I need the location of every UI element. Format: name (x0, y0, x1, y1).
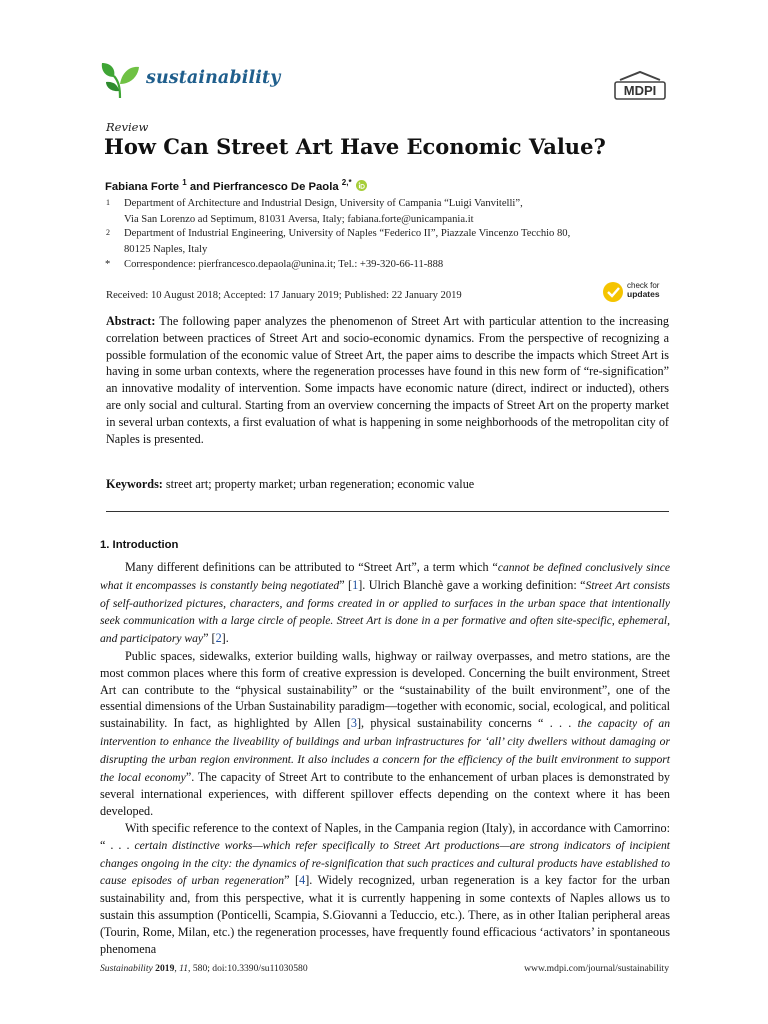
correspondence (105, 257, 670, 273)
author-sup: 2,* (341, 178, 352, 187)
quote: Street Art consists of self-authorized pictures, characters, and forms created in or applied to surfaces in the urban space that intentionally seek communication with a large circle of people. Street Art is done in a per formative and often site-specific, ephemeral, and participatory way (100, 578, 671, 646)
author-list (105, 178, 367, 193)
leaf-logo-icon (100, 58, 140, 100)
citation-link[interactable]: 3 (350, 716, 357, 731)
orcid-icon[interactable] (356, 180, 367, 191)
paragraph: With specific reference to the context of Naples, in the Campania region (Italy), in accordance with Camorrino: “ . . . certain distinctive works—which refer specifically to Street Art productions—are strong indicators of incipient changes ongoing in the city: the dynamics of re-signification that such practices and cultural products have established to cause episodes of urban regeneration” [4]. Widely recognized, urban regeneration is a key factor for the urban sustainability and, from this perspective, what it is currently happening in some contexts of Naples allows us to sustain this assumption (Ponticelli, Scampia, S.Giovanni a Teduccio, etc.). There, as in other Italian peripheral areas (Tourin, Rome, Milan, etc.) the regeneration processes, have frequently found efficacious ‘activators’ in spontaneous phenomena (100, 820, 671, 956)
citation-link[interactable]: 4 (299, 873, 306, 888)
abstract-text: The following paper analyzes the phenomenon of Street Art with particular attention to the increasing correlation between practices of Street Art and socio-economic dynamics. From the perspective of recognizing a possible formulation of the economic value of Street Art, the paper aims to describe the impacts which Street Art is having in some urban contexts, where the regeneration processes have found in this new form of “re-signification” an innovative modality of intervention. Some impacts have economic nature (direct, indirect or inducted), others are only social and cultural. Starting from an overview concerning the impacts of Street Art on the property market in several urban contexts, a first evaluation of what is happening in some neighborhoods of the metropolitan city of Naples is presented. (106, 314, 670, 446)
footer-citation: Sustainability 2019, 11, 580; doi:10.3390/su11030580 (100, 963, 308, 974)
author-name[interactable]: Fabiana Forte (105, 180, 180, 193)
keywords-text: street art; property market; urban regeneration; economic value (165, 477, 475, 491)
correspondence-line: Correspondence: pierfrancesco.depaola@unina.it; Tel.: +39-320-66-11-888 (124, 259, 444, 270)
check-for-updates-badge[interactable] (602, 280, 672, 304)
quote: certain distinctive works—which refer specifically to Street Art productions—are strong indicators of incipient changes ongoing in the city: the dynamics of re-signification that such practices and cultural products have established to cause episodes of urban regeneration (100, 838, 670, 888)
author-name[interactable]: Pierfrancesco De Paola (213, 180, 339, 193)
affiliation-line: Department of Industrial Engineering, University of Naples “Federico II”, Piazzale Vincenzo Tecchio 80, (124, 228, 571, 239)
mdpi-logo-icon (612, 70, 668, 102)
footer-doi: , 580; doi:10.3390/su11030580 (188, 963, 308, 974)
paragraph: Many different definitions can be attributed to “Street Art”, a term which “cannot be defined conclusively since what it encompasses is constantly being negotiated” [1]. Ulrich Blanchè gave a working definition: “Street Art consists of self-authorized pictures, characters, and forms created in or applied to surfaces in the urban space that intentionally seek communication with a large circle of people. Street Art is done in a per formative and often site-specific, ephemeral, and participatory way” [2]. (100, 560, 671, 646)
affiliation-1 (106, 196, 670, 228)
journal-name: sustainability (146, 68, 281, 88)
abstract-label: Abstract: (106, 314, 156, 328)
quote: cannot be defined conclusively since what it encompasses is constantly being negotiated (100, 561, 670, 592)
publication-dates: Received: 10 August 2018; Accepted: 17 January 2019; Published: 22 January 2019 (106, 290, 462, 301)
footer-journal: Sustainability (100, 963, 153, 974)
mdpi-logo-text: MDPI (623, 83, 657, 98)
check-updates-text (627, 281, 660, 299)
authors-and: and (189, 180, 210, 193)
article-title: How Can Street Art Have Economic Value? (104, 134, 606, 159)
abstract (106, 313, 669, 447)
section-divider (106, 511, 669, 512)
affiliation-line: 80125 Naples, Italy (124, 244, 208, 255)
citation-link[interactable]: 1 (352, 577, 359, 592)
affiliation-line: Via San Lorenzo ad Septimum, 81031 Aversa, Italy; fabiana.forte@unicampania.it (124, 214, 474, 225)
section-heading: 1. Introduction (100, 539, 179, 551)
quote: the capacity of an intervention to enhance the liveability of buildings and urban infrastructures for ‘all’ city dwellers without damaging or disrupting the urban region environment. It also includes a concern for the efficiency of the built environment to support the local economy (100, 717, 670, 784)
footer-url[interactable]: www.mdpi.com/journal/sustainability (524, 963, 669, 974)
affiliation-2 (106, 226, 670, 258)
paragraph: Public spaces, sidewalks, exterior building walls, highway or railway overpasses, and metro stations, are the most common places where this form of creative expression is developed. Concerning the built environment, Street Art can contribute to the “physical sustainability” or the “sustainability of the built environment”, one of the essential dimensions of the Urban Sustainability paradigm—together with economic, social, ecological, and political sustainability. In fact, as highlighted by Allen [3], physical sustainability concerns “ . . . the capacity of an intervention to enhance the liveability of buildings and urban infrastructures for ‘all’ city dwellers without damaging or disrupting the urban region environment. It also includes a concern for the efficiency of the built environment to support the local economy”. The capacity of Street Art to contribute to the enhancement of urban places is demonstrated by several international experiences, with different spillover effects depending on the context where it has been developed. (100, 648, 671, 819)
keywords (106, 477, 669, 492)
citation-link[interactable]: 2 (215, 631, 222, 646)
affiliation-mark: 2 (106, 228, 110, 237)
affiliation-mark: 1 (106, 198, 110, 207)
check-updates-line1: check for (627, 281, 660, 290)
affiliation-mark: * (105, 259, 111, 270)
body-text (100, 559, 670, 957)
footer-volume: 11 (179, 963, 189, 974)
footer-year: 2019 (155, 963, 175, 974)
author-sup: 1 (182, 178, 187, 187)
affiliation-line: Department of Architecture and Industrial Design, University of Campania “Luigi Vanvitelli”, (124, 198, 523, 209)
check-updates-line2: updates (627, 289, 660, 299)
keywords-label: Keywords: (106, 477, 163, 491)
article-type: Review (106, 120, 149, 134)
check-updates-icon (602, 281, 624, 303)
